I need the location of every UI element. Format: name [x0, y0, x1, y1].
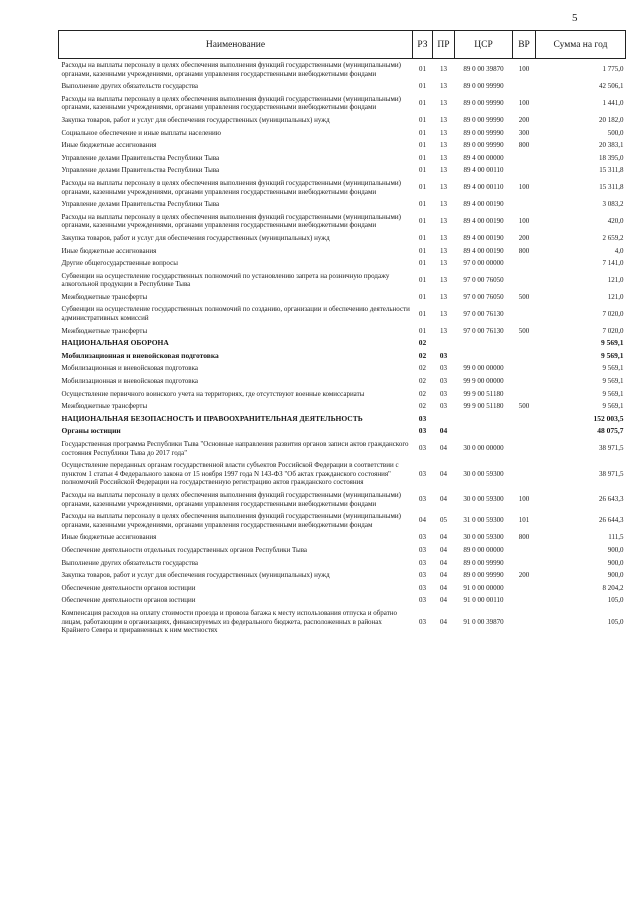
row-sum: 500,0 [607, 128, 624, 137]
row-vr: 100 [518, 183, 530, 192]
row-vr [513, 413, 536, 426]
row-vr: 500 [518, 292, 530, 301]
row-pr: 03 [440, 377, 447, 386]
row-vr [513, 544, 536, 557]
row-vr: 100 [518, 99, 530, 108]
row-csr: 30 0 00 59300 [463, 533, 504, 542]
table-row [59, 607, 626, 637]
row-sum: 9 569,1 [601, 338, 624, 348]
table-row [59, 177, 626, 198]
table-row [59, 388, 626, 401]
table-row [59, 139, 626, 152]
row-csr: 89 0 00 99990 [463, 115, 504, 124]
row-name: Обеспечение деятельности отдельных государственных органов Республики Тыва [61, 545, 308, 554]
row-csr: 97 0 00 00000 [463, 259, 504, 268]
row-pr: 04 [440, 558, 447, 567]
table-row [59, 93, 626, 114]
row-pr: 13 [440, 200, 447, 209]
row-vr: 800 [518, 246, 530, 255]
row-csr: 97 0 00 76050 [463, 292, 504, 301]
row-pr: 04 [440, 583, 447, 592]
table-row [59, 80, 626, 93]
row-vr [513, 337, 536, 350]
row-rz: 02 [419, 389, 426, 398]
row-csr [455, 413, 513, 426]
table-row [59, 164, 626, 177]
row-csr: 89 0 00 99990 [463, 99, 504, 108]
row-csr: 30 0 00 00000 [463, 444, 504, 453]
row-vr [513, 362, 536, 375]
row-pr: 05 [440, 516, 447, 525]
budget-table [58, 30, 626, 637]
header-rz: РЗ [413, 31, 433, 59]
row-vr [513, 152, 536, 165]
row-pr: 13 [440, 275, 447, 284]
row-csr: 99 9 00 51180 [463, 389, 504, 398]
row-pr: 13 [440, 326, 447, 335]
row-vr: 200 [518, 115, 530, 124]
table-row [59, 425, 626, 438]
row-csr: 30 0 00 59300 [463, 469, 504, 478]
row-pr: 13 [440, 166, 447, 175]
row-pr: 03 [440, 389, 447, 398]
row-pr: 04 [439, 426, 448, 436]
row-rz: 02 [418, 350, 427, 360]
row-sum: 900,0 [607, 558, 624, 567]
row-pr: 13 [440, 141, 447, 150]
row-name: Расходы на выплаты персоналу в целях обеспечения выполнения функций государственными (муниципальными) органами, казенными учреждениями, органами управления государственными внебюджетными фондами [61, 94, 402, 112]
row-csr: 91 0 00 39870 [463, 617, 504, 626]
row-sum: 3 083,2 [602, 200, 624, 209]
table-row [59, 569, 626, 582]
row-sum: 15 311,8 [599, 183, 624, 192]
table-row [59, 232, 626, 245]
row-name: Мобилизационная и вневойсковая подготовка [61, 364, 199, 373]
row-rz: 01 [419, 217, 426, 226]
row-name: НАЦИОНАЛЬНАЯ БЕЗОПАСНОСТЬ И ПРАВООХРАНИТЕЛЬНАЯ ДЕЯТЕЛЬНОСТЬ [61, 413, 363, 423]
row-rz: 01 [419, 275, 426, 284]
table-row [59, 557, 626, 570]
row-sum: 20 182,0 [599, 115, 624, 124]
row-rz: 03 [418, 426, 427, 436]
row-name: Мобилизационная и вневойсковая подготовка [61, 377, 199, 386]
row-rz: 02 [419, 377, 426, 386]
row-pr: 04 [440, 533, 447, 542]
row-name: Закупка товаров, работ и услуг для обеспечения государственных (муниципальных) нужд [61, 115, 330, 124]
row-pr: 13 [440, 246, 447, 255]
row-vr [513, 303, 536, 324]
row-rz: 01 [419, 99, 426, 108]
row-vr [513, 582, 536, 595]
row-csr: 97 0 00 76050 [463, 275, 504, 284]
row-sum: 105,0 [607, 617, 624, 626]
table-header [59, 31, 626, 59]
row-pr: 13 [440, 309, 447, 318]
row-csr: 97 0 00 76130 [463, 309, 504, 318]
row-rz: 03 [419, 444, 426, 453]
row-vr [513, 350, 536, 363]
header-pr: ПР [433, 31, 455, 59]
row-pr: 04 [440, 617, 447, 626]
row-pr: 13 [440, 292, 447, 301]
row-rz: 02 [418, 338, 427, 348]
row-vr: 200 [518, 233, 530, 242]
row-rz: 01 [419, 246, 426, 255]
row-sum: 4,0 [614, 246, 624, 255]
row-vr [513, 164, 536, 177]
row-pr [433, 413, 455, 426]
table-row [59, 114, 626, 127]
table-row [59, 510, 626, 531]
row-name: Субвенции на осуществление государственных полномочий по созданию, организации и обеспечению деятельности административных комиссий [61, 305, 410, 323]
row-sum: 2 659,2 [602, 233, 624, 242]
table-row [59, 59, 626, 81]
row-sum: 121,0 [607, 275, 624, 284]
row-sum: 900,0 [607, 571, 624, 580]
row-rz: 03 [419, 533, 426, 542]
row-rz: 01 [419, 233, 426, 242]
row-csr: 89 0 00 39870 [463, 65, 504, 74]
row-pr: 13 [440, 153, 447, 162]
row-rz: 01 [419, 82, 426, 91]
row-csr: 99 9 00 00000 [463, 377, 504, 386]
table-row [59, 303, 626, 324]
table-row [59, 459, 626, 489]
row-pr: 13 [440, 82, 447, 91]
row-sum: 42 506,1 [599, 82, 624, 91]
row-sum: 420,0 [607, 217, 624, 226]
row-vr: 500 [518, 326, 530, 335]
row-name: Межбюджетные трансферты [61, 326, 148, 335]
header-sum: Сумма на год [536, 31, 626, 59]
table-body [59, 59, 626, 637]
row-vr [513, 375, 536, 388]
row-pr [433, 337, 455, 350]
table-row [59, 400, 626, 413]
row-sum: 9 569,1 [602, 377, 624, 386]
row-pr: 04 [440, 495, 447, 504]
row-csr: 99 0 00 00000 [463, 364, 504, 373]
row-rz: 01 [419, 183, 426, 192]
row-sum: 7 020,0 [602, 309, 624, 318]
row-name: Социальное обеспечение и иные выплаты населению [61, 128, 221, 137]
table-row [59, 544, 626, 557]
row-sum: 26 644,3 [599, 516, 624, 525]
row-rz: 03 [419, 596, 426, 605]
row-rz: 03 [419, 558, 426, 567]
table-row [59, 127, 626, 140]
row-sum: 7 020,0 [602, 326, 624, 335]
row-vr [513, 257, 536, 270]
row-name: Управление делами Правительства Республики Тыва [61, 166, 220, 175]
row-rz: 01 [419, 153, 426, 162]
header-name: Наименование [59, 31, 413, 59]
table-row [59, 582, 626, 595]
row-rz: 03 [419, 571, 426, 580]
row-name: Управление делами Правительства Республики Тыва [61, 153, 220, 162]
row-csr: 89 0 00 99990 [463, 558, 504, 567]
row-sum: 20 383,1 [599, 141, 624, 150]
row-name: Расходы на выплаты персоналу в целях обеспечения выполнения функций государственными (муниципальными) органами, казенными учреждениями, органами управления государственными внебюджетными фондами [61, 178, 402, 196]
row-pr: 04 [440, 469, 447, 478]
row-name: Компенсация расходов на оплату стоимости проезда и провоза багажа к месту использования отпуска и обратно лицам, работающим в организациях, финансируемых из федерального бюджета, расположенных в районах Крайнего Севера и приравненных к ним местностях [61, 608, 398, 635]
row-csr: 89 0 00 99990 [463, 141, 504, 150]
row-vr: 100 [518, 495, 530, 504]
row-vr [513, 607, 536, 637]
row-sum: 48 075,7 [597, 426, 624, 436]
row-vr [513, 438, 536, 459]
row-csr: 97 0 00 76130 [463, 326, 504, 335]
row-name: Выполнение других обязательств государства [61, 558, 199, 567]
row-rz: 03 [419, 545, 426, 554]
row-name: Другие общегосударственные вопросы [61, 259, 178, 268]
row-csr: 99 9 00 51180 [463, 402, 504, 411]
row-pr: 13 [440, 115, 447, 124]
row-vr: 800 [518, 533, 530, 542]
row-rz: 04 [419, 516, 426, 525]
table-row [59, 211, 626, 232]
row-rz: 01 [419, 259, 426, 268]
row-rz: 01 [419, 326, 426, 335]
table-row [59, 325, 626, 338]
table-row [59, 438, 626, 459]
row-pr: 13 [440, 217, 447, 226]
row-sum: 38 971,5 [599, 469, 624, 478]
row-sum: 9 569,1 [602, 402, 624, 411]
row-pr: 04 [440, 545, 447, 554]
row-name: Межбюджетные трансферты [61, 402, 148, 411]
row-name: Иные бюджетные ассигнования [61, 533, 157, 542]
row-csr: 89 4 00 00190 [463, 217, 504, 226]
row-pr: 13 [440, 183, 447, 192]
row-csr [455, 350, 513, 363]
row-sum: 7 141,0 [602, 259, 624, 268]
row-vr: 100 [518, 217, 530, 226]
row-rz: 03 [419, 495, 426, 504]
row-csr: 89 4 00 00000 [463, 153, 504, 162]
row-sum: 8 204,2 [602, 583, 624, 592]
row-sum: 152 003,5 [593, 413, 624, 423]
row-csr: 91 0 00 00110 [463, 596, 504, 605]
row-csr: 91 0 00 00000 [463, 583, 504, 592]
row-rz: 03 [419, 617, 426, 626]
table-row [59, 198, 626, 211]
row-vr: 300 [518, 128, 530, 137]
header-vr: ВР [513, 31, 536, 59]
row-rz: 01 [419, 309, 426, 318]
row-vr [513, 270, 536, 291]
row-rz: 01 [419, 128, 426, 137]
row-sum: 900,0 [607, 545, 624, 554]
row-name: Обеспечение деятельности органов юстиции [61, 596, 196, 605]
row-name: Выполнение других обязательств государства [61, 82, 199, 91]
row-pr: 13 [440, 233, 447, 242]
row-rz: 01 [419, 166, 426, 175]
row-csr: 89 4 00 00190 [463, 246, 504, 255]
row-rz: 01 [419, 200, 426, 209]
budget-table-container [58, 30, 625, 637]
row-name: Расходы на выплаты персоналу в целях обеспечения выполнения функций государственными (муниципальными) органами, казенными учреждениями, органами управления государственными внебюджетными фондами [61, 212, 402, 230]
row-vr [513, 425, 536, 438]
table-row [59, 594, 626, 607]
row-vr: 800 [518, 141, 530, 150]
row-pr: 03 [440, 364, 447, 373]
row-sum: 9 569,1 [602, 364, 624, 373]
row-pr: 04 [440, 444, 447, 453]
row-rz: 01 [419, 141, 426, 150]
row-csr: 89 4 00 00110 [463, 166, 504, 175]
table-row [59, 413, 626, 426]
row-csr [455, 337, 513, 350]
row-vr [513, 459, 536, 489]
row-sum: 1 775,0 [602, 65, 624, 74]
row-sum: 18 395,0 [599, 153, 624, 162]
page-number: 5 [572, 12, 578, 24]
row-name: Закупка товаров, работ и услуг для обеспечения государственных (муниципальных) нужд [61, 233, 330, 242]
row-name: Расходы на выплаты персоналу в целях обеспечения выполнения функций государственными (муниципальными) органами, казенными учреждениями, органами управления государственными внебюджетными фондами [61, 61, 402, 78]
row-rz: 01 [419, 115, 426, 124]
table-row [59, 270, 626, 291]
row-rz: 03 [418, 413, 427, 423]
row-sum: 26 643,3 [599, 495, 624, 504]
row-pr: 03 [439, 350, 448, 360]
row-name: Мобилизационная и вневойсковая подготовка [61, 350, 219, 360]
row-name: Расходы на выплаты персоналу в целях обеспечения выполнения функций государственными (муниципальными) органами, казенными учреждениями, органами управления государственными внебюджетными фондами [61, 490, 402, 508]
row-sum: 15 311,8 [599, 166, 624, 175]
row-csr: 89 4 00 00190 [463, 233, 504, 242]
table-row [59, 291, 626, 304]
row-name: Осуществление первичного воинского учета на территориях, где отсутствуют военные комиссариаты [61, 389, 365, 398]
row-rz: 01 [419, 65, 426, 74]
row-csr: 89 0 00 00000 [463, 545, 504, 554]
table-row [59, 337, 626, 350]
row-sum: 9 569,1 [601, 350, 624, 360]
row-sum: 105,0 [607, 596, 624, 605]
row-csr: 89 0 00 99990 [463, 128, 504, 137]
table-row [59, 489, 626, 510]
header-csr: ЦСР [455, 31, 513, 59]
row-vr [513, 388, 536, 401]
row-sum: 38 971,5 [599, 444, 624, 453]
row-csr: 89 4 00 00190 [463, 200, 504, 209]
row-csr: 89 0 00 99990 [463, 571, 504, 580]
row-sum: 1 441,0 [602, 99, 624, 108]
row-vr [513, 594, 536, 607]
row-sum: 9 569,1 [602, 389, 624, 398]
row-sum: 111,5 [608, 533, 624, 542]
row-vr [513, 557, 536, 570]
row-name: Иные бюджетные ассигнования [61, 246, 157, 255]
row-name: Субвенции на осуществление государственных полномочий по установлению запрета на розничную продажу алкогольной продукции в Республике Тыва [61, 271, 390, 289]
row-pr: 13 [440, 65, 447, 74]
row-pr: 13 [440, 99, 447, 108]
row-name: Расходы на выплаты персоналу в целях обеспечения выполнения функций государственными (муниципальными) органами, казенными учреждениями, органами управления государственными внебюджетными фондам [61, 512, 402, 529]
row-pr: 13 [440, 128, 447, 137]
row-name: Управление делами Правительства Республики Тыва [61, 200, 220, 209]
row-pr: 04 [440, 571, 447, 580]
row-vr: 200 [518, 571, 530, 580]
table-row [59, 350, 626, 363]
row-rz: 01 [419, 292, 426, 301]
row-pr: 04 [440, 596, 447, 605]
row-csr [455, 425, 513, 438]
table-row [59, 245, 626, 258]
row-rz: 03 [419, 469, 426, 478]
row-csr: 89 0 00 99990 [463, 82, 504, 91]
row-name: Государственная программа Республики Тыва "Основные направления развития органов записи актов гражданского состояния Республики Тыва до 2017 года" [61, 440, 409, 457]
row-pr: 03 [440, 402, 447, 411]
row-vr: 101 [518, 516, 530, 525]
row-name: Органы юстиции [61, 426, 121, 436]
row-name: НАЦИОНАЛЬНАЯ ОБОРОНА [61, 338, 169, 348]
row-csr: 31 0 00 59300 [463, 516, 504, 525]
row-name: Обеспечение деятельности органов юстиции [61, 583, 196, 592]
row-name: Иные бюджетные ассигнования [61, 141, 157, 150]
row-vr [513, 80, 536, 93]
row-vr [513, 198, 536, 211]
row-csr: 89 4 00 00110 [463, 183, 504, 192]
table-row [59, 375, 626, 388]
row-name: Закупка товаров, работ и услуг для обеспечения государственных (муниципальных) нужд [61, 571, 330, 580]
row-rz: 03 [419, 583, 426, 592]
table-row [59, 257, 626, 270]
row-name: Осуществление переданных органам государственной власти субъектов Российской Федерации в соответствии с пунктом 1 статьи 4 Федерального закона от 15 ноября 1997 года N 143-ФЗ "Об актах гражданского состояния" полномочий Российской Федерации на государственную регистрацию актов гражданского состояния [61, 461, 399, 487]
table-row [59, 362, 626, 375]
table-row [59, 152, 626, 165]
row-vr: 100 [518, 65, 530, 74]
row-name: Межбюджетные трансферты [61, 292, 148, 301]
row-rz: 02 [419, 402, 426, 411]
row-pr: 13 [440, 259, 447, 268]
row-vr: 500 [518, 402, 530, 411]
table-row [59, 531, 626, 544]
row-rz: 02 [419, 364, 426, 373]
row-sum: 121,0 [607, 292, 624, 301]
row-csr: 30 0 00 59300 [463, 495, 504, 504]
